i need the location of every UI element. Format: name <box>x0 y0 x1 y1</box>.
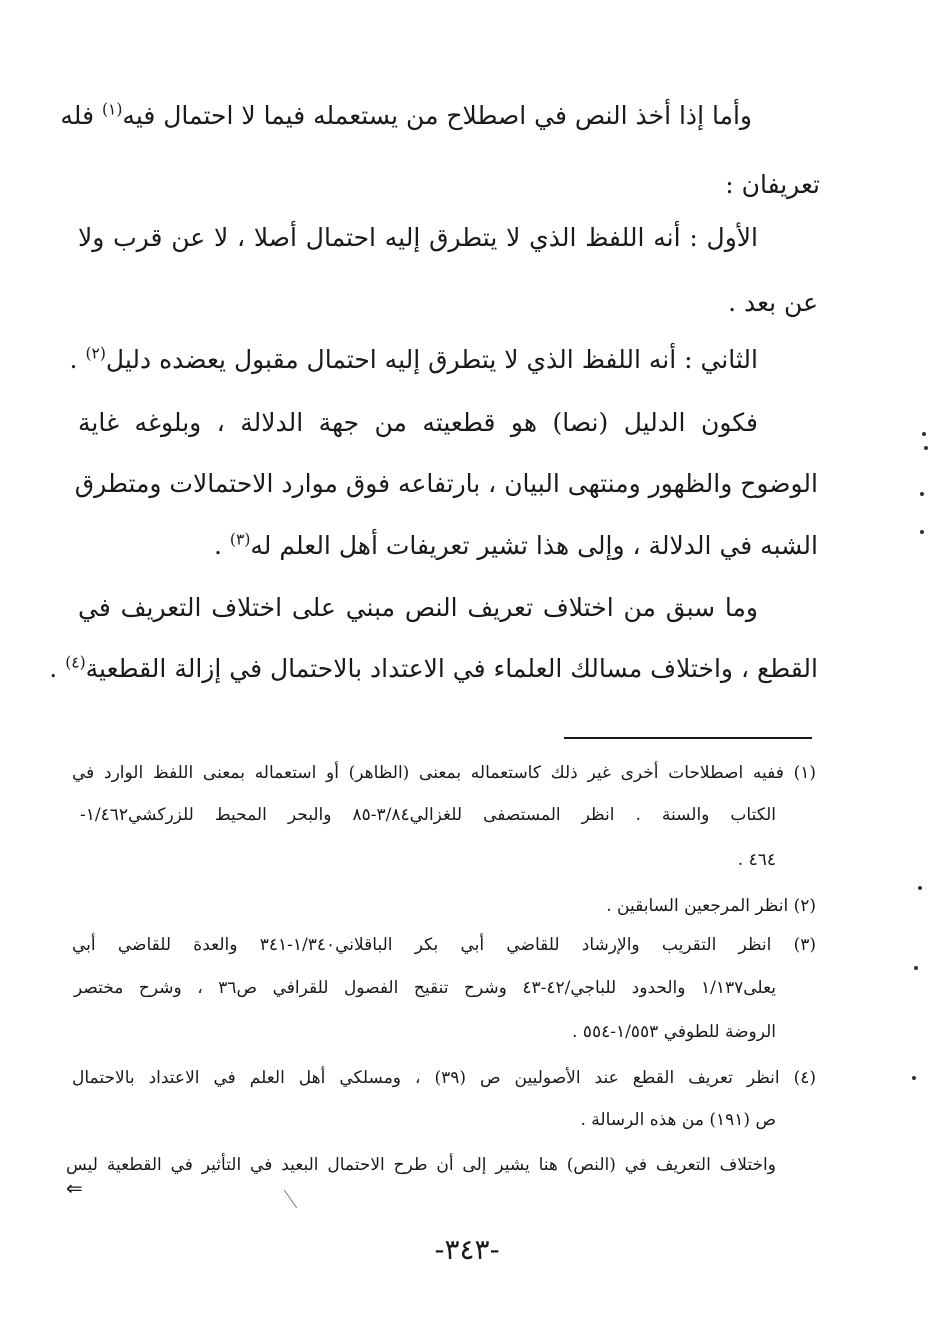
body-line <box>78 403 758 443</box>
footnote-text: ٤٦٤ . <box>737 850 776 870</box>
footnote-line <box>400 891 816 921</box>
scan-speck <box>912 1076 916 1080</box>
scan-speck <box>920 530 924 534</box>
footnote-line <box>72 758 816 788</box>
footnote-marker: (٤) <box>65 653 86 672</box>
footnote-line <box>80 800 776 830</box>
body-text: . <box>49 654 66 683</box>
body-line <box>500 165 820 205</box>
footnote-line <box>576 845 776 875</box>
footnote-separator <box>564 737 812 739</box>
footnote-text: ص (١٩١) من هذه الرسالة . <box>580 1110 776 1130</box>
body-text: عن بعد . <box>728 288 818 317</box>
page-number: -٣٤٣- <box>434 1233 500 1266</box>
body-line <box>78 218 758 258</box>
footnote-line <box>500 1105 776 1135</box>
body-line <box>78 588 758 628</box>
body-line <box>49 649 818 689</box>
footnote-text: الروضة للطوفي ١/٥٥٣-٥٥٤ . <box>572 1022 776 1042</box>
body-text: فكون الدليل (نصا) هو قطعيته من جهة الدلالة ، وبلوغه غاية <box>78 408 758 437</box>
footnote-text: يعلى١/١٣٧ والحدود للباجي/٤٢-٤٣ وشرح تنقيح الفصول للقرافي ص٣٦ ، وشرح مختصر <box>74 978 776 998</box>
body-text: الوضوح والظهور ومنتهى البيان ، بارتفاعه فوق موارد الاحتمالات ومتطرق <box>74 469 818 498</box>
footnote-line <box>74 973 776 1003</box>
footnote-text: (١) ففيه اصطلاحات أخرى غير ذلك كاستعماله بمعنى (الظاهر) أو استعماله بمعنى اللفظ الوارد في <box>72 763 816 783</box>
scan-speck <box>914 966 918 970</box>
continuation-arrow-icon: ⇐ <box>66 1176 83 1200</box>
footnote-text: (٣) انظر التقريب والإرشاد للقاضي أبي بكر الباقلاني١/٣٤٠-٣٤١ والعدة للقاضي أبي <box>72 935 816 955</box>
body-text: الشبه في الدلالة ، وإلى هذا تشير تعريفات أهل العلم له <box>250 531 818 560</box>
footnote-marker: (١) <box>101 100 123 119</box>
body-text: وأما إذا أخذ النص في اصطلاح من يستعمله فيما لا احتمال فيه <box>122 101 752 130</box>
footnote-text: واختلاف التعريف في (النص) هنا يشير إلى أن طرح الاحتمال البعيد في التأثير في القطعية ليس <box>66 1155 776 1175</box>
body-text: القطع ، واختلاف مسالك العلماء في الاعتداد بالاحتمال في إزالة القطعية <box>85 654 818 683</box>
footnote-text: (٢) انظر المرجعين السابقين . <box>606 896 816 916</box>
scan-speck <box>924 446 928 450</box>
body-line <box>500 283 818 323</box>
body-text: . <box>69 345 86 374</box>
footnote-line <box>66 1150 776 1180</box>
body-text: تعريفان : <box>725 170 820 199</box>
scan-speck <box>920 492 924 496</box>
body-text: الأول : أنه اللفظ الذي لا يتطرق إليه احتمال أصلا ، لا عن قرب ولا <box>78 223 758 252</box>
footnote-text: (٤) انظر تعريف القطع عند الأصوليين ص (٣٩) ، ومسلكي أهل العلم في الاعتداد بالاحتمال <box>72 1068 817 1088</box>
body-text: فله <box>60 101 102 130</box>
body-line <box>69 340 758 380</box>
body-text: الثاني : أنه اللفظ الذي لا يتطرق إليه احتمال مقبول يعضده دليل <box>105 345 758 374</box>
footnote-text: الكتاب والسنة . انظر المستصفى للغزالي٣/٨٤-٨٥ والبحر المحيط للزركشي١/٤٦٢- <box>80 805 777 825</box>
footnote-marker: (٢) <box>85 344 106 363</box>
body-line <box>74 464 818 504</box>
footnote-line <box>400 1017 776 1047</box>
body-text: وما سبق من اختلاف تعريف النص مبني على اختلاف التعريف في <box>78 593 758 622</box>
scan-scratch <box>284 1190 297 1209</box>
body-line <box>60 96 752 136</box>
scan-speck <box>918 886 922 890</box>
footnote-line <box>72 1063 816 1093</box>
body-line <box>200 526 818 566</box>
footnote-line <box>72 930 816 960</box>
footnote-marker: (٣) <box>229 530 251 549</box>
scan-speck <box>922 432 926 436</box>
body-text: . <box>214 531 230 560</box>
